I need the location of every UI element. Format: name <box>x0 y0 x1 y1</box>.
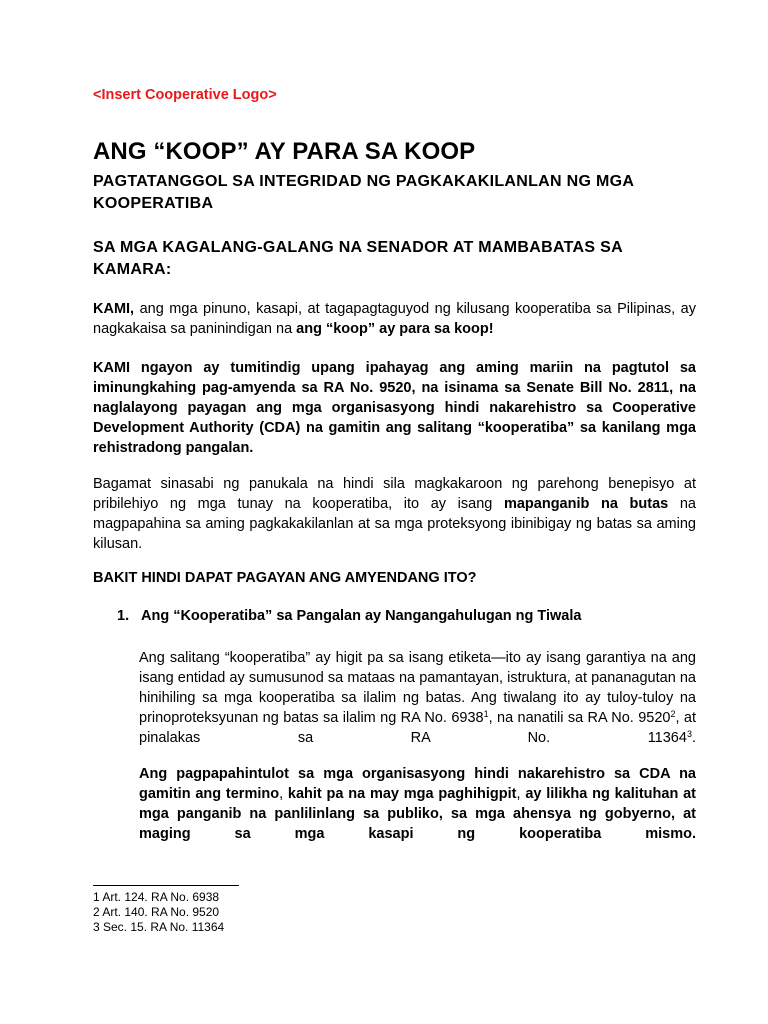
trust-text-a: Ang salitang “kooperatiba” ay higit pa sa isang etiketa—ito ay isang garantiya na ang isang entidad ay sumusunod sa mataas na pamantayan, istruktura, at pananagutan na hinihiling sa mga kooperatiba sa ilalim ng batas. Ang tiwalang ito ay tuloy-tuloy na prinoproteksyunan ng batas sa ilalim ng RA No. 6938 <box>139 650 696 726</box>
section-heading: BAKIT HINDI DAPAT PAGAYAN ANG AMYENDANG ITO? <box>93 570 477 586</box>
footnote-ref-1[interactable]: 1 <box>483 709 489 719</box>
loophole-paragraph <box>93 474 696 554</box>
list-item-number: 1. <box>117 608 130 624</box>
logo-placeholder: <Insert Cooperative Logo> <box>93 87 277 103</box>
confusion-comma-1: , <box>279 786 284 802</box>
intro-paragraph <box>93 299 696 339</box>
trust-text-b: , na nanatili sa RA No. 9520 <box>488 710 671 726</box>
footnotes <box>93 890 224 935</box>
confusion-paragraph <box>139 764 696 844</box>
footnote-ref-2[interactable]: 2 <box>670 709 676 719</box>
confusion-part-1: Ang pagpapahintulot sa mga organisasyong hindi nakarehistro sa CDA na gamitin ang termino <box>139 766 696 802</box>
page-title: ANG “KOOP” AY PARA SA KOOP <box>93 138 476 165</box>
intro-text: ang mga pinuno, kasapi, at tagapagtaguyod ng kilusang kooperatiba sa Pilipinas, ay nagkakaisa sa paninindigan na <box>93 301 696 337</box>
trust-text-d: . <box>691 730 696 746</box>
footnote-3: 3 Sec. 15. RA No. 11364 <box>93 920 225 934</box>
confusion-comma-2: , <box>516 786 521 802</box>
footnote-1: 1 Art. 124. RA No. 6938 <box>93 890 220 904</box>
footnote-ref-3[interactable]: 3 <box>686 729 692 739</box>
confusion-part-3: ay lilikha ng kalituhan at mga panganib na panlilinlang sa publiko, sa mga ahensya ng gobyerno, at maging sa mga kasapi ng kooperatiba mismo. <box>139 786 696 842</box>
trust-text-c: , at pinalakas sa RA No. 11364 <box>139 710 697 746</box>
footnote-2: 2 Art. 140. RA No. 9520 <box>93 905 220 919</box>
salutation-heading: SA MGA KAGALANG-GALANG NA SENADOR AT MAMBABATAS SA KAMARA: <box>93 239 623 278</box>
confusion-part-2: kahit pa na may mga paghihigpit <box>283 786 517 802</box>
loophole-text-after: na magpapahina sa aming pagkakakilanlan at sa mga proteksyong ibinibigay ng batas sa aming kilusan. <box>93 496 696 552</box>
document-page <box>93 0 696 1024</box>
list-item-heading: Ang “Kooperatiba” sa Pangalan ay Nangangahulugan ng Tiwala <box>141 608 582 624</box>
intro-emphasis: ang “koop” ay para sa koop! <box>296 321 494 337</box>
page-subtitle: PAGTATANGGOL SA INTEGRIDAD NG PAGKAKAKILANLAN NG MGA KOOPERATIBA <box>93 173 634 212</box>
footnote-separator <box>93 885 239 886</box>
opposition-paragraph: KAMI ngayon ay tumitindig upang ipahayag ang aming mariin na pagtutol sa iminungkahing pag-amyenda sa RA No. 9520, na isinama sa Senate Bill No. 2811, na naglalayong payagan ang mga organisasyong hindi nakarehistro sa Cooperative Development Authority (CDA) na gamitin ang salitang “kooperatiba” sa kanilang mga rehistradong pangalan. <box>93 360 696 456</box>
list-item <box>117 608 581 624</box>
loophole-emphasis: mapanganib na butas <box>503 496 669 512</box>
intro-lead: KAMI, <box>93 301 135 317</box>
trust-paragraph <box>139 648 696 748</box>
loophole-text-before: Bagamat sinasabi ng panukala na hindi sila magkakaroon ng parehong benepisyo at pribilehiyo ng mga tunay na kooperatiba, ito ay isang <box>93 476 696 512</box>
